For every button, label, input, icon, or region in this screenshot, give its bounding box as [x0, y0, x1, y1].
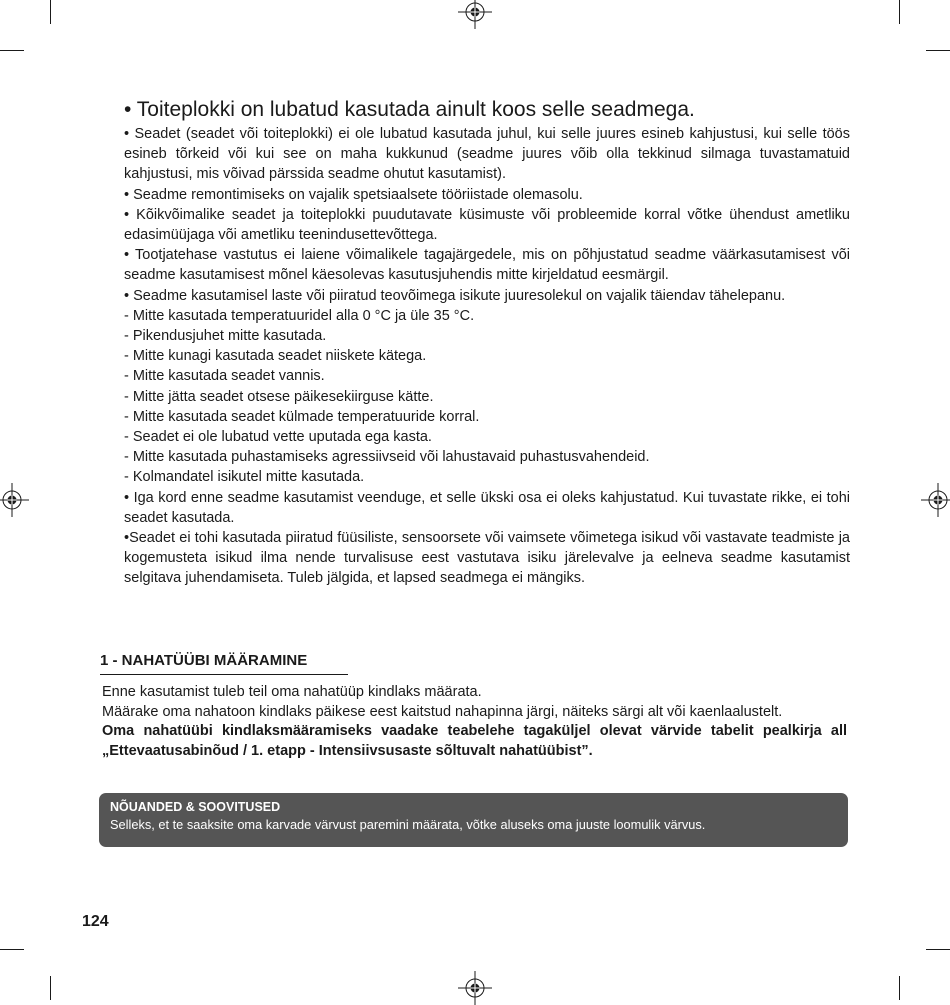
list-item: - Pikendusjuhet mitte kasutada. — [124, 328, 327, 345]
list-item: - Mitte kasutada puhastamiseks agressiivseid või lahustavaid puhastusvahendeid. — [124, 449, 650, 466]
section-body — [102, 683, 847, 761]
registration-mark-icon — [458, 0, 492, 29]
registration-mark-icon — [921, 483, 950, 517]
section-line: Enne kasutamist tuleb teil oma nahatüüp kindlaks määrata. — [102, 684, 482, 700]
section-bold-note: Oma nahatüübi kindlaksmääramiseks vaadake teabelehe tagaküljel olevat värvide tabelit pealkirja all „Ettevaatusabinõud / 1. etapp - Intensiivsusaste sõltuvalt nahatüübist”. — [102, 723, 847, 759]
crop-mark — [899, 976, 900, 1000]
crop-mark — [899, 0, 900, 24]
paragraph: • Seadme remontimiseks on vajalik spetsiaalsete tööriistade olemasolu. — [124, 186, 583, 203]
crop-mark — [926, 949, 950, 950]
crop-mark — [0, 949, 24, 950]
list-item: - Mitte kasutada seadet vannis. — [124, 368, 325, 385]
tips-title: NÕUANDED & SOOVITUSED — [110, 800, 281, 814]
crop-mark — [50, 0, 51, 24]
list-item: - Mitte jätta seadet otsese päikesekiirguse kätte. — [124, 388, 434, 405]
crop-mark — [926, 50, 950, 51]
paragraph: • Tootjatehase vastutus ei laiene võimalikele tagajärgedele, mis on põhjustatud seadme väärkasutamisest või seadme kasutamisest mõnel käesolevas kasutusjuhendis mitte kirjeldatud eesmärgil. — [124, 247, 850, 284]
lead-heading: • Toiteplokki on lubatud kasutada ainult koos selle seadmega. — [124, 98, 695, 121]
section-line: Määrake oma nahatoon kindlaks päikese eest kaitstud nahapinna järgi, näiteks särgi alt või kaenlaalustelt. — [102, 703, 783, 720]
paragraph: • Iga kord enne seadme kasutamist veenduge, et selle ükski osa ei oleks kahjustatud. Kui tuvastate rikke, ei tohi seadet kasutada. — [124, 489, 850, 526]
paragraph: • Kõikvõimalike seadet ja toiteplokki puudutavate küsimuste või probleemide korral võtke ühendust ametliku edasimüüjaga või ametliku teenindusettevõttega. — [124, 206, 850, 244]
section-title: 1 - NAHATÜÜBI MÄÄRAMINE — [100, 651, 348, 675]
crop-mark — [50, 976, 51, 1000]
tips-text: Selleks, et te saaksite oma karvade värvust paremini määrata, võtke aluseks oma juuste loomulik värvus. — [110, 817, 706, 832]
page-number: 124 — [82, 913, 109, 930]
paragraph: • Seadme kasutamisel laste või piiratud teovõimega isikute juuresolekul on vajalik täiendav tähelepanu. — [124, 287, 786, 304]
list-item: - Mitte kunagi kasutada seadet niiskete kätega. — [124, 348, 427, 365]
list-item: - Mitte kasutada seadet külmade temperatuuride korral. — [124, 408, 480, 425]
crop-mark — [0, 50, 24, 51]
list-item: - Kolmandatel isikutel mitte kasutada. — [124, 469, 365, 486]
list-item: - Mitte kasutada temperatuuridel alla 0 °C ja üle 35 °C. — [124, 307, 475, 324]
paragraph: • Seadet (seadet või toiteplokki) ei ole lubatud kasutada juhul, kui selle juures esineb kahjustusi, kui selle töös esineb tõrkeid või kui see on maha kukkunud (seadme juures võib olla tekkinud silmaga tuvastamatuid kahjustusi, mis võivad pärssida seadme ohutut kasutamist). — [124, 126, 850, 183]
safety-instructions — [124, 97, 850, 589]
list-item: - Seadet ei ole lubatud vette uputada ega kasta. — [124, 429, 432, 446]
paragraph: •Seadet ei tohi kasutada piiratud füüsiliste, sensoorsete või vaimsete võimetega isikud või vastavate teadmiste ja kogemusteta isikud ilma nende turvalisuse eest vastutava isiku järelevalve ja eelneva seadme kasutamist selgitava juhendamiseta. Tuleb jälgida, et lapsed seadmega ei mängiks. — [124, 530, 850, 587]
tips-box — [99, 793, 848, 847]
registration-mark-icon — [0, 483, 29, 517]
